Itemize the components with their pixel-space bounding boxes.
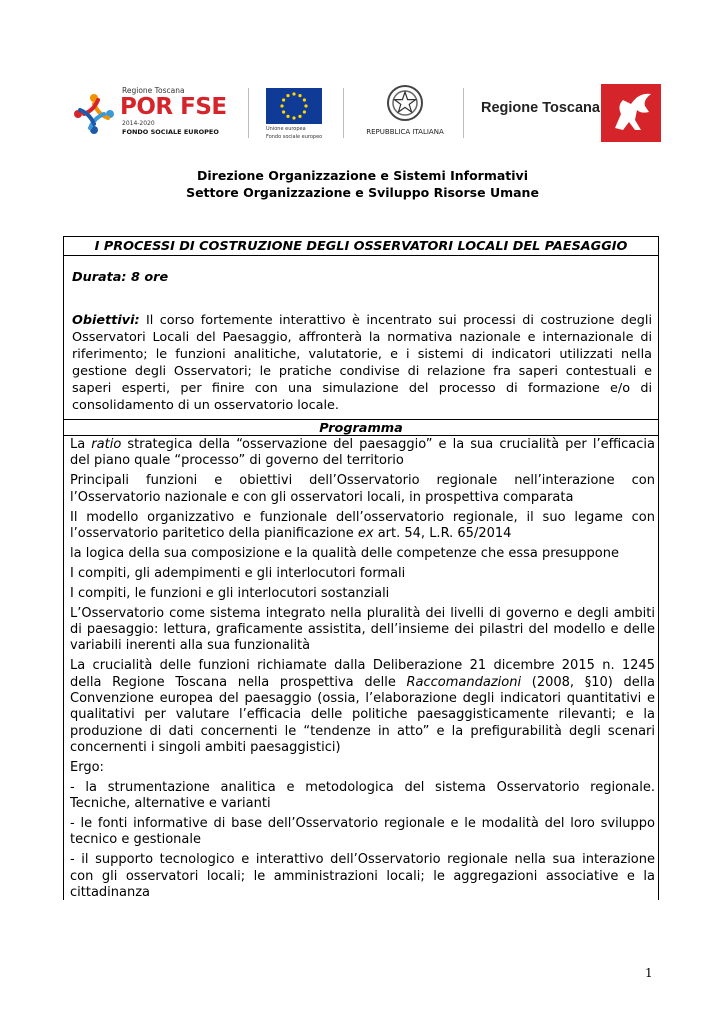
program-item: La ratio strategica della “osservazione del paesaggio” e la sua crucialità per l’efficacia del piano quale “processo” di governo del territorio	[70, 437, 655, 469]
course-table	[63, 236, 659, 900]
course-duration: Durata: 8 ore	[72, 270, 169, 285]
table-border	[64, 236, 658, 237]
republic-label: REPUBBLICA ITALIANA	[366, 128, 444, 136]
program-item: La crucialità delle funzioni richiamate dalla Deliberazione 21 dicembre 2015 n. 1245 della Regione Toscana nella prospettiva delle Raccomandazioni (2008, §10) della Convenzione europea del paesaggio (ossia, l’elaborazione degli indicatori quantitativi e qualitativi per valutare l’efficacia delle politiche paesaggisticamente rilevanti; e la produzione di dati concernenti le “tendenze in atto” e la prefigurabilità degli scenari concernenti i singoli ambiti paesaggistici)	[70, 658, 655, 755]
por-fse-years: 2014-2020	[122, 120, 155, 127]
table-border	[64, 255, 658, 256]
program-item: Ergo:	[70, 759, 104, 775]
program-item: - la strumentazione analitica e metodologica del sistema Osservatorio regionale. Tecniche, alternative e varianti	[70, 779, 655, 812]
program-item: la logica della sua composizione e la qualità delle competenze che essa presuppone	[70, 545, 619, 561]
pegasus-icon	[601, 84, 661, 142]
direction-line-1: Direzione Organizzazione e Sistemi Informativi	[197, 168, 528, 183]
program-item: I compiti, le funzioni e gli interlocutori sostanziali	[70, 585, 390, 601]
republic-emblem-icon	[386, 84, 424, 122]
objectives-text: Il corso fortemente interattivo è incentrato sui processi di costruzione degli Osservatori Locali del Paesaggio, affronterà la normativa nazionale e internazionale di riferimento; le funzioni analitiche, valutatorie, e i sistemi di indicatori utilizzati nella gestione degli Osservatori; le pratiche condivise di relazione fra saperi contestuali e saperi esperti, per finire con una simulazione del processo di formazione e/o di consolidamento di un osservatorio locale.	[72, 313, 652, 413]
course-title: I PROCESSI DI COSTRUZIONE DEGLI OSSERVATORI LOCALI DEL PAESAGGIO	[94, 239, 628, 254]
program-item: L’Osservatorio come sistema integrato nella pluralità dei livelli di governo e degli ambiti di paesaggio: lettura, graficamente assistita, dell’insieme dei pilastri del modello e delle variabili inerenti alla sua funzionalità	[70, 605, 655, 654]
eu-label-2: Fondo sociale europeo	[266, 134, 323, 140]
program-item: I compiti, gli adempimenti e gli interlocutori formali	[70, 565, 406, 581]
por-fse-region: Regione Toscana	[122, 86, 185, 95]
program-list	[70, 437, 655, 905]
logo-header	[70, 84, 660, 142]
por-fse-fund: FONDO SOCIALE EUROPEO	[122, 128, 219, 136]
program-label: Programma	[319, 421, 403, 436]
regione-toscana-label: Regione Toscana	[481, 100, 600, 116]
program-item: Principali funzioni e obiettivi dell’Osservatorio regionale nell’interazione con l’Osservatorio nazionale e con gli osservatori locali, in prospettiva comparata	[70, 473, 655, 505]
eu-logo	[266, 88, 324, 140]
logo-divider	[343, 88, 344, 138]
direction-heading	[0, 167, 725, 201]
program-item: Il modello organizzativo e funzionale dell’osservatorio regionale, il suo legame con l’osservatorio paritetico della pianificazione ex art. 54, L.R. 65/2014	[70, 509, 655, 541]
logo-divider	[463, 88, 464, 138]
direction-line-2: Settore Organizzazione e Sviluppo Risorse Umane	[186, 185, 539, 200]
program-item: - le fonti informative di base dell’Osservatorio regionale e le modalità del loro sviluppo tecnico e gestionale	[70, 816, 655, 848]
table-border	[64, 419, 658, 420]
eu-label-1: Unione europea	[266, 126, 306, 132]
program-item: - il supporto tecnologico e interattivo dell’Osservatorio regionale nella sua interazione con gli osservatori locali; le amministrazioni locali; le aggregazioni associative e la cittadinanza	[70, 852, 655, 900]
objectives-label: Obiettivi:	[72, 313, 140, 328]
page-number: 1	[645, 966, 653, 980]
por-fse-title: POR FSE	[120, 94, 227, 120]
por-fse-people-icon	[72, 92, 116, 136]
por-fse-logo	[70, 84, 240, 142]
table-border	[64, 435, 658, 436]
logo-divider	[248, 88, 249, 138]
course-objectives	[72, 312, 652, 414]
eu-flag-icon	[266, 88, 322, 124]
italian-republic-logo	[360, 84, 450, 136]
